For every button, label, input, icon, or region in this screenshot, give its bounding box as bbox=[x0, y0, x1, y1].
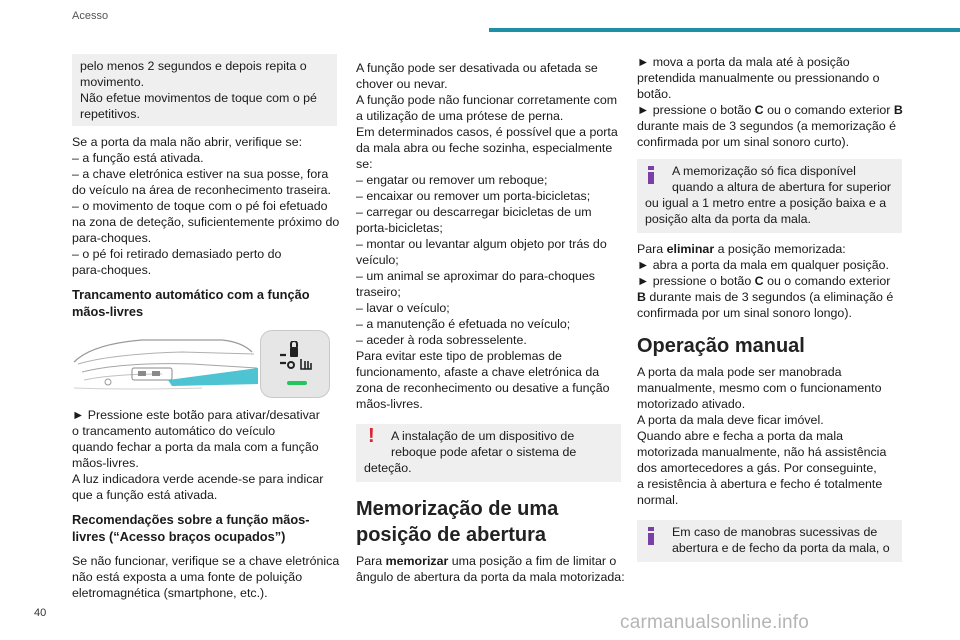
text-line: chover ou nevar. bbox=[356, 77, 448, 91]
text-line: – a manutenção é efetuada no veículo; bbox=[356, 317, 571, 331]
text-line: quando fechar a porta da mala com a função bbox=[72, 440, 319, 454]
text-line: da mala abra ou feche sozinha, especialmente bbox=[356, 141, 613, 155]
continued-note-box bbox=[72, 54, 337, 126]
subheading-auto-locking: Trancamento automático com a função mãos-livres bbox=[72, 287, 310, 319]
text-line: Se não funcionar, verifique se a chave eletrónica bbox=[72, 554, 340, 568]
text-line: – um animal se aproximar do para-choques bbox=[356, 269, 595, 283]
text-line: não está exposta a uma fonte de poluição bbox=[72, 570, 303, 584]
column-3 bbox=[637, 54, 902, 562]
text-line: pelo menos 2 segundos e depois repita o bbox=[80, 59, 307, 73]
delete-steps-paragraph: Para eliminar a posição memorizada: ► abra a porta da mala em qualquer posição. ► pressione o botão C ou o comando exterior B durante mais de 3 segundos (a eliminação é confirmada por um sinal sonoro longo). bbox=[637, 241, 902, 321]
text-line: – carregar ou descarregar bicicletas de um bbox=[356, 205, 592, 219]
text-line: manualmente, mesmo com o funcionamento bbox=[637, 381, 882, 395]
text-line: – o pé foi retirado demasiado perto do bbox=[72, 247, 282, 261]
detection-conditions-paragraph bbox=[356, 60, 621, 412]
text-line: reboque pode afetar o sistema de bbox=[391, 445, 577, 459]
text-line: se: bbox=[356, 157, 373, 171]
warning-box bbox=[356, 424, 621, 482]
text-line: A instalação de um dispositivo de bbox=[391, 429, 575, 443]
text-line: – a chave eletrónica estiver na sua posse, fora bbox=[72, 167, 329, 181]
text-line: confirmada por um sinal sonoro curto). bbox=[637, 135, 850, 149]
text-line: motorizado ativado. bbox=[637, 397, 746, 411]
hands-free-lock-icon bbox=[277, 341, 317, 377]
text-line: traseiro; bbox=[356, 285, 401, 299]
tailgate-button-figure bbox=[72, 328, 334, 402]
text-line: – o movimento de toque com o pé foi efetuado bbox=[72, 199, 328, 213]
text-line: Quando abre e fecha a porta da mala bbox=[637, 429, 843, 443]
memorize-intro-paragraph: Para memorizar uma posição a fim de limitar o ângulo de abertura da porta da mala motorizada: bbox=[356, 554, 625, 584]
text-line: que a função está ativada. bbox=[72, 488, 218, 502]
info-icon bbox=[648, 527, 654, 545]
text-line: – aceder à roda sobresselente. bbox=[356, 333, 527, 347]
text-line: ► mova a porta da mala até à posição bbox=[637, 55, 850, 69]
button-instruction-paragraph bbox=[72, 407, 337, 503]
text-line: Em determinados casos, é possível que a porta bbox=[356, 125, 618, 139]
text-line: botão. bbox=[637, 87, 672, 101]
text-line: motorizada manualmente, não há assistência bbox=[637, 445, 887, 459]
text-line: na zona de deteção, suficientemente próximo do bbox=[72, 215, 340, 229]
text-line: A porta da mala deve ficar imóvel. bbox=[637, 413, 824, 427]
section-heading-memorize: Memorização de uma posição de abertura bbox=[356, 498, 559, 546]
text-line: veículo; bbox=[356, 253, 399, 267]
text-line: A função pode não funcionar corretamente com bbox=[356, 93, 618, 107]
text-line: A luz indicadora verde acende-se para indicar bbox=[72, 472, 324, 486]
memorize-steps-paragraph: ► mova a porta da mala até à posição pretendida manualmente ou pressionando o botão. ► pressione o botão C ou o comando exterior B durante mais de 3 segundos (a memorização é confirmada por um sinal sonoro curto). bbox=[637, 55, 903, 149]
text-line: mãos-livres. bbox=[356, 397, 423, 411]
check-list-paragraph bbox=[72, 134, 340, 278]
info-icon bbox=[648, 166, 654, 184]
text-line: posição alta da porta da mala. bbox=[645, 212, 812, 226]
text-line: a utilização de uma prótese de perna. bbox=[356, 109, 564, 123]
text-line: dos amortecedores a gás. Por conseguinte, bbox=[637, 461, 877, 475]
text-line: zona de reconhecimento ou desative a função bbox=[356, 381, 610, 395]
text-line: o trancamento automático do veículo bbox=[72, 424, 276, 438]
text-line: Para evitar este tipo de problemas de bbox=[356, 349, 562, 363]
manual-operation-paragraph bbox=[637, 364, 902, 508]
text-line: ou igual a 1 metro entre a posição baixa e a bbox=[645, 196, 887, 210]
text-line: porta-bicicletas; bbox=[356, 221, 443, 235]
column-2 bbox=[356, 60, 625, 585]
column-1 bbox=[72, 54, 340, 601]
text-line: Não efetue movimentos de toque com o pé bbox=[80, 91, 317, 105]
page-number: 40 bbox=[34, 607, 47, 619]
text-line: A porta da mala pode ser manobrada bbox=[637, 365, 842, 379]
text-line: funcionamento, afaste a chave eletrónica da bbox=[356, 365, 600, 379]
text-line: ângulo de abertura da porta da mala motorizada: bbox=[356, 570, 625, 584]
text-line: para-choques. bbox=[72, 263, 152, 277]
text-line: ► abra a porta da mala em qualquer posição. bbox=[637, 258, 889, 272]
green-indicator-led bbox=[287, 381, 307, 385]
text-line: – encaixar ou remover um porta-bicicletas; bbox=[356, 189, 591, 203]
text-line: para-choques. bbox=[72, 231, 152, 245]
text-line: movimento. bbox=[80, 75, 145, 89]
text-line: – a função está ativada. bbox=[72, 151, 204, 165]
info-box-memorization bbox=[637, 159, 902, 233]
text-line: deteção. bbox=[364, 461, 412, 475]
text-line: Se a porta da mala não abrir, verifique se: bbox=[72, 135, 303, 149]
text-line: quando a altura de abertura for superior bbox=[672, 180, 892, 194]
auto-lock-button[interactable] bbox=[260, 330, 330, 398]
section-heading-manual: Operação manual bbox=[637, 335, 805, 357]
text-line: a resistência à abertura e fecho é totalmente bbox=[637, 477, 883, 491]
text-line: abertura e de fecho da porta da mala, o bbox=[672, 541, 890, 555]
text-line: A memorização só fica disponível bbox=[672, 164, 856, 178]
text-line: pretendida manualmente ou pressionando o bbox=[637, 71, 880, 85]
text-line: Em caso de manobras sucessivas de bbox=[672, 525, 878, 539]
text-line: eletromagnética (smartphone, etc.). bbox=[72, 586, 268, 600]
watermark: carmanualsonline.info bbox=[620, 612, 810, 633]
header-accent-bar bbox=[489, 28, 960, 32]
text-line: ► Pressione este botão para ativar/desativar bbox=[72, 408, 320, 422]
text-line: – engatar ou remover um reboque; bbox=[356, 173, 548, 187]
text-line: normal. bbox=[637, 493, 679, 507]
text-line: – lavar o veículo; bbox=[356, 301, 450, 315]
running-header: Acesso bbox=[72, 10, 109, 22]
text-line: confirmada por um sinal sonoro longo). bbox=[637, 306, 852, 320]
text-line: repetitivos. bbox=[80, 107, 140, 121]
car-tailgate-illustration bbox=[72, 328, 262, 402]
text-line: A função pode ser desativada ou afetada se bbox=[356, 61, 598, 75]
text-line: – montar ou levantar algum objeto por trás do bbox=[356, 237, 607, 251]
text-line: durante mais de 3 segundos (a memorização é bbox=[637, 119, 896, 133]
warning-exclamation-icon: ! bbox=[368, 425, 375, 447]
info-box-successive-manoeuvres bbox=[637, 520, 902, 562]
recommendation-paragraph bbox=[72, 553, 340, 601]
text-line: do veículo na área de reconhecimento traseira. bbox=[72, 183, 331, 197]
subheading-recommendations: Recomendações sobre a função mãos- livres (“Acesso braços ocupados”) bbox=[72, 512, 310, 544]
text-line: mãos-livres. bbox=[72, 456, 139, 470]
